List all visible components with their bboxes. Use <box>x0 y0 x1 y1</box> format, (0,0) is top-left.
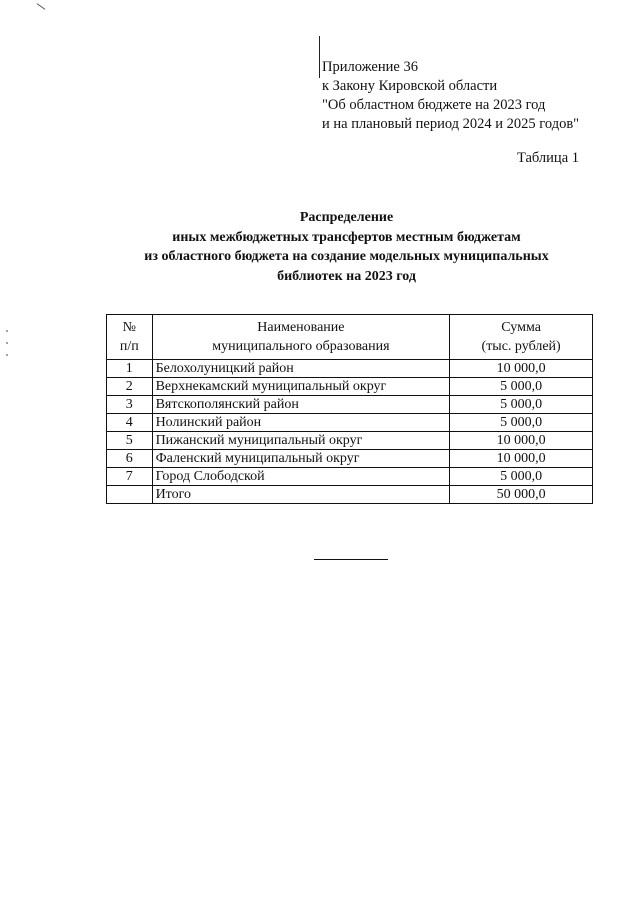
table-row <box>107 378 593 396</box>
row-number: 7 <box>107 468 153 486</box>
row-sum: 5 000,0 <box>450 378 593 396</box>
header-name-line-1: Наименование <box>257 320 345 335</box>
header-sum-line-2: (тыс. рублей) <box>481 339 561 354</box>
header-number-line-2: п/п <box>119 339 139 354</box>
row-name: Верхнекамский муниципальный округ <box>152 378 450 396</box>
total-number <box>107 486 153 504</box>
total-sum: 50 000,0 <box>450 486 593 504</box>
row-sum: 10 000,0 <box>450 432 593 450</box>
row-number: 6 <box>107 450 153 468</box>
table-total-row <box>107 486 593 504</box>
scan-mark-corner <box>37 3 46 10</box>
row-sum: 10 000,0 <box>450 450 593 468</box>
row-sum: 10 000,0 <box>450 360 593 378</box>
row-number: 5 <box>107 432 153 450</box>
header-sum-line-1: Сумма <box>501 320 541 335</box>
table-row <box>107 396 593 414</box>
table-row <box>107 432 593 450</box>
row-name: Нолинский район <box>152 414 450 432</box>
row-name: Вятскополянский район <box>152 396 450 414</box>
table-row <box>107 414 593 432</box>
end-of-document-line <box>314 559 388 560</box>
header-name-line-2: муниципального образования <box>212 339 390 354</box>
table-row <box>107 450 593 468</box>
table-row <box>107 360 593 378</box>
header-sum <box>450 315 593 360</box>
total-label: Итого <box>152 486 450 504</box>
table-row <box>107 468 593 486</box>
row-name: Пижанский муниципальный округ <box>152 432 450 450</box>
row-number: 1 <box>107 360 153 378</box>
row-sum: 5 000,0 <box>450 468 593 486</box>
row-name: Город Слободской <box>152 468 450 486</box>
row-name: Белохолуницкий район <box>152 360 450 378</box>
scan-speck <box>6 330 8 332</box>
appendix-line-3: "Об областном бюджете на 2023 год <box>322 97 546 113</box>
row-number: 2 <box>107 378 153 396</box>
title-line-1: Распределение <box>299 210 394 225</box>
table-header-row <box>107 315 593 360</box>
scan-speck <box>6 354 8 356</box>
title-line-4: библиотек на 2023 год <box>277 268 416 284</box>
table-label: Таблица 1 <box>516 150 579 166</box>
title-line-2: иных межбюджетных трансфертов местным бюджетам <box>172 229 521 245</box>
header-number-line-1: № <box>122 320 136 335</box>
row-name: Фаленский муниципальный округ <box>152 450 450 468</box>
header-name <box>152 315 450 360</box>
appendix-line-2: к Закону Кировской области <box>322 78 498 94</box>
row-number: 3 <box>107 396 153 414</box>
row-sum: 5 000,0 <box>450 396 593 414</box>
appendix-line-4: и на плановый период 2024 и 2025 годов" <box>322 116 580 132</box>
title-line-3: из областного бюджета на создание модельных муниципальных <box>144 249 549 264</box>
document-title <box>0 208 633 286</box>
row-number: 4 <box>107 414 153 432</box>
row-sum: 5 000,0 <box>450 414 593 432</box>
scan-mark-vertical <box>319 36 320 78</box>
appendix-header <box>322 58 579 134</box>
distribution-table <box>106 314 593 504</box>
header-number <box>107 315 153 360</box>
scan-speck <box>6 342 8 344</box>
appendix-line-1: Приложение 36 <box>322 59 418 75</box>
